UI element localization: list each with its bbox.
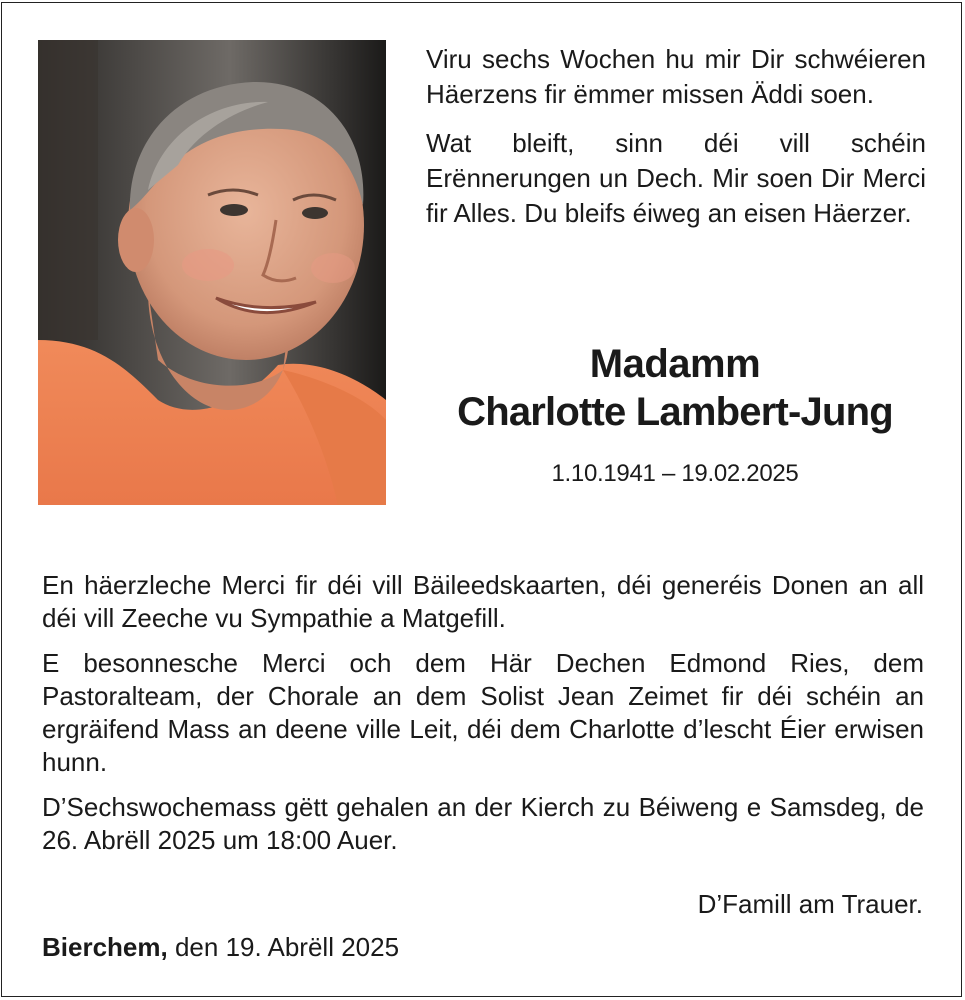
notice-date: den 19. Abrëll 2025 xyxy=(174,932,400,962)
portrait-photo xyxy=(38,40,386,505)
place-date-line xyxy=(42,931,399,964)
body-paragraph: D’Sechswochemass gëtt gehalen an der Kierch zu Béiweng e Samsdeg, de 26. Abrëll 2025 um 18:00 Auer. xyxy=(42,792,924,855)
thank-you-text xyxy=(42,569,924,869)
honorific-title: Madamm xyxy=(589,342,761,386)
body-paragraph: En häerzleche Merci fir déi vill Bäileedskaarten, déi generéis Donen an all déi vill Zeeche vu Sympathie a Matgefill. xyxy=(42,570,924,633)
intro-paragraph: Viru sechs Wochen hu mir Dir schwéieren Häerzens fir ëmmer missen Äddi soen. xyxy=(426,44,926,109)
family-signature: D’Famill am Trauer. xyxy=(697,889,923,919)
life-dates: 1.10.1941 – 19.02.2025 xyxy=(551,460,799,487)
place-name: Bierchem, xyxy=(42,932,168,962)
intro-text xyxy=(426,42,926,231)
intro-paragraph: Wat bleift, sinn déi vill schéin Erënnerungen un Dech. Mir soen Dir Merci fir Alles. Du bleifs éiweg an eisen Häerzer. xyxy=(426,128,926,228)
deceased-name: Charlotte Lambert-Jung xyxy=(457,390,893,434)
body-paragraph: E besonnesche Merci och dem Här Dechen Edmond Ries, dem Pastoralteam, der Chorale an dem Solist Jean Zeimet fir déi schéin an ergräifend Mass an deene ville Leit, déi dem Charlotte d’lescht Éier erwisen hunn. xyxy=(42,648,924,777)
deceased-block xyxy=(400,340,950,488)
portrait-image xyxy=(38,40,386,505)
